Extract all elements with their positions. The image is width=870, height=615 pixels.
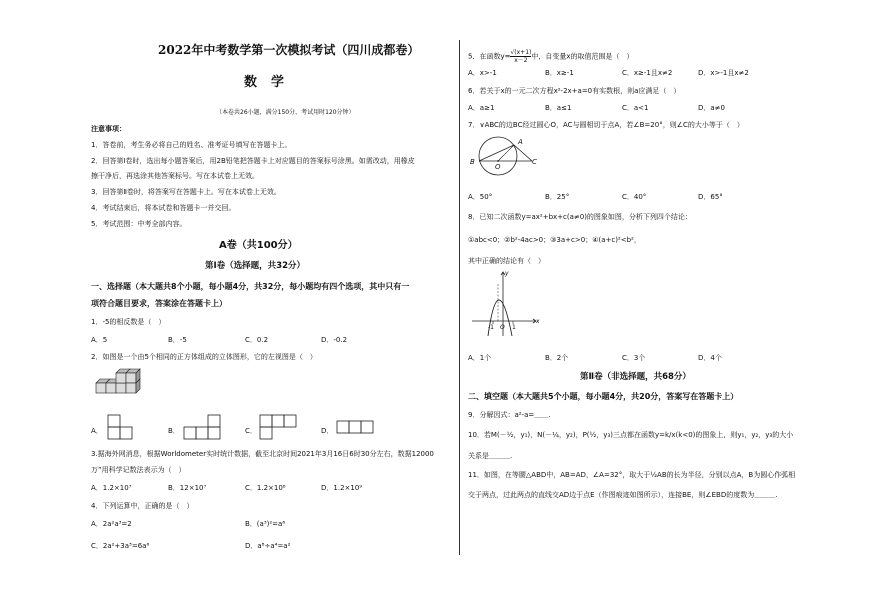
q8-option-d[interactable]: D．4个 — [698, 354, 722, 362]
section1-line2: 项符合题目要求，答案涂在答题卡上） — [91, 299, 227, 308]
note-item: 5．考试范围：中考全部内容。 — [91, 220, 187, 228]
q3-option-c[interactable]: C．1.2×10⁸ — [245, 484, 286, 492]
subject-title: 数学 — [244, 75, 299, 90]
q6-option-b[interactable]: B．a≤1 — [545, 104, 572, 112]
q8-origin-label: O — [500, 324, 505, 331]
q7-option-c[interactable]: C．40° — [622, 193, 647, 201]
q1-option-d[interactable]: D．-0.2 — [321, 336, 348, 344]
q1-option-c[interactable]: C．0.2 — [245, 336, 269, 344]
q5-option-c[interactable]: C．x≥-1且x≠2 — [622, 69, 673, 77]
q2-option-b-figure — [184, 415, 222, 441]
q3-option-d[interactable]: D．1.2×10⁹ — [321, 484, 363, 492]
q8-parabola-figure — [470, 270, 540, 338]
q3-stem-line1: 3.据海外网消息，根据Worldometer实时统计数据，截至北京时间2021年3月16日6时30分左右，数据12000 — [91, 450, 434, 458]
q7-option-b[interactable]: B．25° — [545, 193, 570, 201]
q5-stem — [468, 49, 634, 64]
q11-line1: 11．如图，在等腰△ABD中，AB=AD，∠A=32°，取大于½AB的长为半径，分别以点A，B为圆心作弧相 — [468, 471, 796, 479]
q2-option-d[interactable]: D． — [321, 427, 334, 435]
q1-option-b[interactable]: B．-5 — [168, 336, 187, 344]
part1-heading: 第Ⅰ卷（选择题，共32分） — [205, 261, 305, 271]
q5-option-b[interactable]: B．x≥-1 — [545, 69, 574, 77]
q5-denominator: x－2 — [514, 57, 528, 64]
section1-line1: 一、选择题（本大题共8个小题，每小题4分，共32分，每小题均有四个选项，其中只有一 — [91, 282, 410, 291]
q7-label-b: B — [470, 158, 475, 166]
q8-question: 其中正确的结论有（ ） — [468, 257, 545, 265]
q2-option-a-figure — [108, 415, 134, 441]
q8-tick-minus-one: -1 — [488, 324, 494, 331]
q6-stem: 6．若关于x的一元二次方程x²-2x+a=0有实数根，则a应满足（ ） — [468, 87, 681, 95]
q2-option-d-figure — [337, 421, 375, 435]
q8-option-a[interactable]: A．1个 — [468, 354, 492, 362]
q7-option-a[interactable]: A．50° — [468, 193, 493, 201]
q4-option-b[interactable]: B．(a³)²=a⁶ — [245, 520, 286, 528]
exam-info: （本卷共26小题，满分150分，考试用时120分钟） — [216, 109, 355, 116]
q3-option-b[interactable]: B．12×10⁷ — [168, 484, 207, 492]
note-item: 擦干净后，再选涂其他答案标号。写在本试卷上无效。 — [91, 172, 259, 180]
exam-title: 2022年中考数学第一次模拟考试（四川成都卷） — [158, 43, 420, 57]
q2-option-a[interactable]: A． — [91, 427, 103, 435]
q10-stem-line2: 关系是＿＿＿. — [468, 452, 513, 460]
q7-label-c: C — [532, 158, 537, 166]
q4-option-c[interactable]: C．2a²+3a³=6a⁶ — [91, 542, 150, 550]
q8-x-axis-label: x — [536, 318, 540, 325]
q7-option-d[interactable]: D．65° — [698, 193, 723, 201]
q6-option-a[interactable]: A．a≥1 — [468, 104, 495, 112]
q5-option-d[interactable]: D．x>-1且x≠2 — [698, 69, 749, 77]
q1-option-a[interactable]: A．5 — [91, 336, 108, 344]
notes-heading: 注意事项： — [91, 125, 126, 133]
q9-stem: 9．分解因式：a²-a=＿＿. — [468, 411, 551, 419]
q8-option-c[interactable]: C．3个 — [622, 354, 646, 362]
q2-option-b[interactable]: B． — [168, 427, 180, 435]
q3-stem-line2: 万”用科学记数法表示为（ ） — [91, 466, 186, 474]
part2-heading: 第Ⅱ卷（非选择题，共68分） — [580, 372, 691, 382]
q7-circle-figure — [470, 136, 542, 178]
q5-stem-prefix: 5．在函数y= — [468, 52, 511, 61]
q1-stem: 1．-5的相反数是（ ） — [91, 318, 166, 326]
q11-line2: 交于两点，过此两点的直线交AD边于点E（作图痕迹如图所示），连接BE，则∠EBD的度数为＿＿＿. — [468, 491, 778, 499]
q4-stem: 4．下列运算中，正确的是（ ） — [91, 502, 194, 510]
note-item: 1．答卷前，考生务必将自己的姓名、准考证号填写在答题卡上。 — [91, 141, 292, 149]
q10-stem-line1: 10．若M(－½，y₁)，N(－¼，y₂)，P(½，y₃)三点都在函数y=k/x(k<0)的图象上，则y₁，y₂，y₃的大小 — [468, 431, 794, 439]
q6-option-d[interactable]: D．a≠0 — [698, 104, 725, 112]
note-item: 4．考试结束后，将本试卷和答题卡一并交回。 — [91, 204, 236, 212]
q5-numerator: √(x+1) — [510, 49, 532, 56]
q5-fraction — [510, 49, 531, 64]
q8-tick-one: 1 — [512, 324, 516, 331]
note-item: 2．回答第Ⅰ卷时，选出每小题答案后，用2B铅笔把答题卡上对应题目的答案标号涂黑。如需改动，用橡皮 — [91, 157, 415, 165]
q7-label-a: A — [518, 138, 523, 146]
section2-heading: 二、填空题（本大题共5个小题，每小题4分，共20分，答案写在答题卡上） — [468, 392, 739, 401]
q5-stem-suffix: 中，自变量x的取值范围是（ ） — [531, 52, 634, 61]
q8-y-axis-label: y — [505, 270, 509, 277]
q3-option-a[interactable]: A．1.2×10⁷ — [91, 484, 132, 492]
q2-option-c[interactable]: C． — [245, 427, 257, 435]
q2-stem: 2．如图是一个由5个相同的正方体组成的立体图形，它的左视图是（ ） — [91, 353, 317, 361]
note-item: 3．回答第Ⅱ卷时，将答案写在答题卡上。写在本试卷上无效。 — [91, 188, 281, 196]
q5-option-a[interactable]: A．x>-1 — [468, 69, 497, 77]
column-divider — [459, 40, 460, 555]
q8-conditions: ①abc<0；②b²-4ac>0；③3a+c>0；④(a+c)²<b²， — [468, 236, 641, 244]
q8-option-b[interactable]: B．2个 — [545, 354, 569, 362]
volume-a-heading: A卷（共100分） — [219, 240, 298, 251]
q7-label-o: O — [495, 163, 501, 171]
q2-option-c-figure — [260, 415, 298, 441]
q6-option-c[interactable]: C．a<1 — [622, 104, 649, 112]
q8-stem: 8．已知二次函数y=ax²+bx+c(a≠0)的图象如图，分析下列四个结论： — [468, 213, 692, 221]
q4-option-a[interactable]: A．2a²a³=2 — [91, 520, 132, 528]
q4-option-d[interactable]: D．a⁸÷a⁴=a² — [245, 542, 291, 550]
cube-figure — [92, 369, 152, 403]
q7-stem: 7．∨ABC的边BC经过圆心O，AC与圆相切于点A，若∠B=20°，则∠C的大小等于（ ） — [468, 121, 744, 129]
